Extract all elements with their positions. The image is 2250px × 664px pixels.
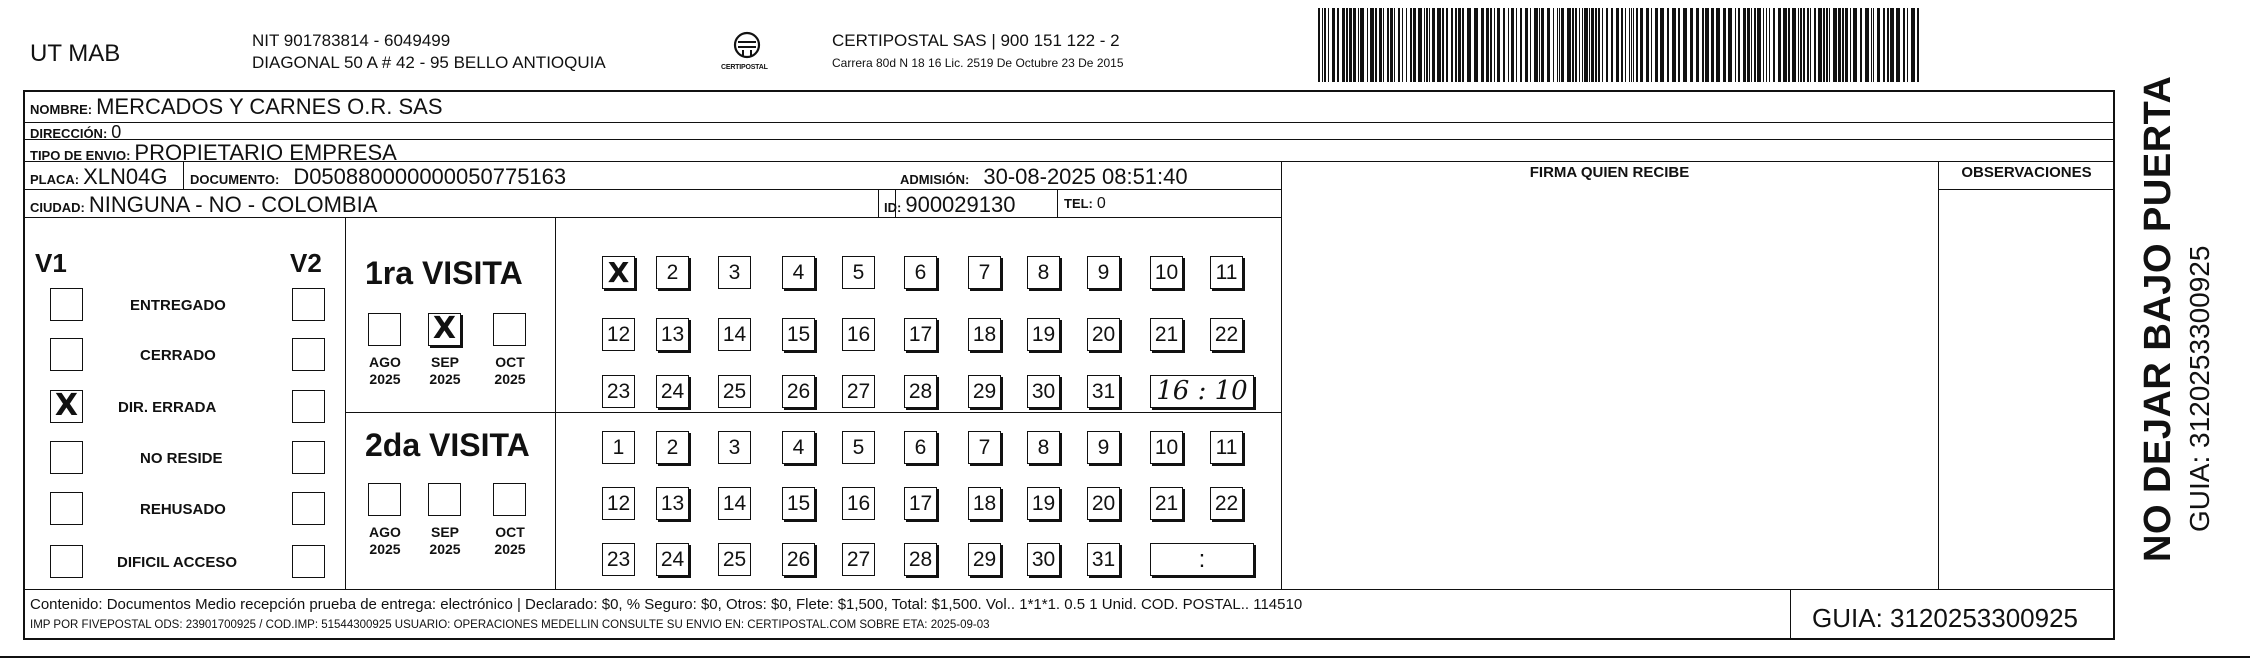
month-label <box>360 354 410 388</box>
day-box[interactable]: 22 <box>1210 318 1243 351</box>
placa-row <box>30 164 168 190</box>
month-name: AGO <box>369 524 401 540</box>
day-box[interactable]: 31 <box>1087 543 1120 576</box>
day-check-mark: X <box>607 256 630 289</box>
day-box[interactable]: 9 <box>1087 431 1120 464</box>
day-box[interactable]: 7 <box>968 256 1001 289</box>
certipostal-logo <box>721 30 768 80</box>
footer-content-line: Contenido: Documentos Medio recepción prueba de entrega: electrónico | Declarado: $0, % Seguro: $0, Otros: $0, Flete: $1,500, Total: $1,500. Vol.. 1*1*1. 0.5 1 Unid. COD. POSTAL.. 114510 <box>30 596 1303 613</box>
direccion-value: 0 <box>111 122 122 142</box>
day-box[interactable]: 21 <box>1150 318 1183 351</box>
month-year: 2025 <box>494 371 526 387</box>
day-box[interactable]: 5 <box>842 431 875 464</box>
day-box[interactable]: 14 <box>718 487 751 520</box>
footer-print-line: IMP POR FIVEPOSTAL ODS: 23901700925 / COD.IMP: 51544300925 USUARIO: OPERACIONES MEDELLIN CONSULTE SU ENVIO EN: CERTIPOSTAL.COM SOBRE ETA: 2025-09-03 <box>30 619 990 631</box>
month-year: 2025 <box>369 371 401 387</box>
month-check-mark: X <box>432 311 457 346</box>
rule <box>345 412 1281 413</box>
day-box[interactable]: 21 <box>1150 487 1183 520</box>
observaciones-header: OBSERVACIONES <box>1961 164 2092 181</box>
tel-label: TEL: <box>1064 196 1093 211</box>
license-line: Carrera 80d N 18 16 Lic. 2519 De Octubre 23 De 2015 <box>832 56 1124 70</box>
day-box[interactable]: 20 <box>1087 487 1120 520</box>
logo-wordmark: CERTIPOSTAL <box>721 64 768 71</box>
visit2-title: 2da VISITA <box>365 427 530 463</box>
day-box[interactable]: 11 <box>1210 256 1243 289</box>
rule <box>345 217 346 589</box>
month-name: OCT <box>495 354 525 370</box>
admision-row <box>900 164 1188 190</box>
tel-row <box>1064 195 1106 213</box>
day-box[interactable]: 7 <box>968 431 1001 464</box>
month-year: 2025 <box>494 541 526 557</box>
rule <box>23 122 2115 123</box>
day-box[interactable]: 12 <box>602 487 635 520</box>
ciudad-row <box>30 192 377 218</box>
rule <box>23 589 2115 590</box>
day-box[interactable]: 26 <box>782 375 815 408</box>
day-box[interactable]: 4 <box>782 431 815 464</box>
v2-header: V2 <box>290 248 322 278</box>
documento-row <box>190 164 566 190</box>
day-box[interactable]: 12 <box>602 318 635 351</box>
month-year: 2025 <box>429 541 461 557</box>
month-checkbox[interactable] <box>428 483 461 516</box>
day-box[interactable]: 26 <box>782 543 815 576</box>
v1-checkbox[interactable] <box>50 338 83 371</box>
day-box[interactable]: 28 <box>904 375 937 408</box>
status-label: DIFICIL ACCESO <box>117 554 238 571</box>
day-box[interactable]: 4 <box>782 256 815 289</box>
month-name: SEP <box>430 524 459 540</box>
tel-value: 0 <box>1096 195 1106 212</box>
day-box[interactable]: 15 <box>782 487 815 520</box>
status-label: REHUSADO <box>140 501 226 518</box>
rule <box>1938 161 1939 589</box>
day-box[interactable]: 8 <box>1027 431 1060 464</box>
day-box[interactable]: 9 <box>1087 256 1120 289</box>
day-box[interactable]: 15 <box>782 318 815 351</box>
v1-checkbox[interactable] <box>50 288 83 321</box>
v1-checkbox[interactable] <box>50 492 83 525</box>
documento-label: DOCUMENTO: <box>190 172 280 187</box>
rule <box>878 189 879 217</box>
side-warning: NO DEJAR BAJO PUERTA <box>2137 75 2179 562</box>
day-box[interactable]: 24 <box>656 543 689 576</box>
day-box[interactable]: 29 <box>968 543 1001 576</box>
day-box[interactable]: 23 <box>602 543 635 576</box>
day-box[interactable]: 8 <box>1027 256 1060 289</box>
day-box[interactable]: 20 <box>1087 318 1120 351</box>
day-box[interactable]: 25 <box>718 375 751 408</box>
tipo-value: PROPIETARIO EMPRESA <box>134 140 397 165</box>
day-box[interactable]: 24 <box>656 375 689 408</box>
rule <box>1938 189 2115 190</box>
side-guia: GUIA: 3120253300925 <box>2184 245 2215 532</box>
day-box[interactable]: 22 <box>1210 487 1243 520</box>
nombre-row <box>30 94 443 120</box>
day-box[interactable]: 18 <box>968 487 1001 520</box>
tipo-row <box>30 140 397 166</box>
v1-checkbox[interactable] <box>50 441 83 474</box>
ciudad-label: CIUDAD: <box>30 200 85 215</box>
status-label: CERRADO <box>140 347 216 364</box>
visit1-title: 1ra VISITA <box>365 255 523 291</box>
v1-check-mark: X <box>54 388 79 423</box>
month-name: AGO <box>369 354 401 370</box>
month-checkbox[interactable] <box>368 313 401 346</box>
v2-checkbox[interactable] <box>292 545 325 578</box>
month-label <box>420 354 470 388</box>
day-box[interactable]: 27 <box>842 543 875 576</box>
day-box[interactable]: 29 <box>968 375 1001 408</box>
v1-header: V1 <box>35 248 67 278</box>
v2-checkbox[interactable] <box>292 492 325 525</box>
day-box[interactable]: 19 <box>1027 318 1060 351</box>
id-label: ID: <box>884 200 902 215</box>
address-line: DIAGONAL 50 A # 42 - 95 BELLO ANTIOQUIA <box>252 53 606 72</box>
v2-checkbox[interactable] <box>292 338 325 371</box>
tipo-label: TIPO DE ENVIO: <box>30 148 131 163</box>
rule <box>555 217 556 589</box>
carrier-line: CERTIPOSTAL SAS | 900 151 122 - 2 <box>832 31 1120 50</box>
nombre-value: MERCADOS Y CARNES O.R. SAS <box>96 94 443 119</box>
day-box[interactable]: 6 <box>904 256 937 289</box>
month-name: OCT <box>495 524 525 540</box>
documento-value: D050880000000050775163 <box>293 164 567 189</box>
day-box[interactable]: 3 <box>718 431 751 464</box>
day-box[interactable]: 18 <box>968 318 1001 351</box>
admision-label: ADMISIÓN: <box>900 172 970 187</box>
month-label <box>485 354 535 388</box>
nit-line: NIT 901783814 - 6049499 <box>252 31 451 50</box>
day-box[interactable]: 13 <box>656 318 689 351</box>
ciudad-value: NINGUNA - NO - COLOMBIA <box>88 192 378 217</box>
day-box[interactable]: 10 <box>1150 431 1183 464</box>
month-checkbox[interactable] <box>493 313 526 346</box>
placa-label: PLACA: <box>30 172 80 187</box>
day-box[interactable]: 6 <box>904 431 937 464</box>
id-value: 900029130 <box>905 192 1016 217</box>
day-box[interactable]: 16 <box>842 487 875 520</box>
status-label: NO RESIDE <box>140 450 223 467</box>
day-box[interactable]: 2 <box>656 431 689 464</box>
admision-value: 30-08-2025 08:51:40 <box>983 164 1188 189</box>
day-box[interactable]: 13 <box>656 487 689 520</box>
month-label <box>360 524 410 558</box>
day-box[interactable]: 27 <box>842 375 875 408</box>
rule <box>1281 161 1282 589</box>
day-box[interactable]: 10 <box>1150 256 1183 289</box>
placa-value: XLN04G <box>83 164 168 189</box>
day-box[interactable]: 25 <box>718 543 751 576</box>
v2-checkbox[interactable] <box>292 390 325 423</box>
day-box[interactable]: 31 <box>1087 375 1120 408</box>
day-box[interactable]: 17 <box>904 318 937 351</box>
rule <box>1057 189 1058 217</box>
bottom-rule <box>0 656 2250 658</box>
day-box[interactable]: 23 <box>602 375 635 408</box>
day-box[interactable]: 28 <box>904 543 937 576</box>
month-label <box>485 524 535 558</box>
visit2-time-field[interactable]: : <box>1150 543 1254 576</box>
day-box[interactable]: 19 <box>1027 487 1060 520</box>
footer-guia: GUIA: 3120253300925 <box>1812 603 2078 633</box>
month-year: 2025 <box>369 541 401 557</box>
day-box[interactable]: 17 <box>904 487 937 520</box>
day-box[interactable]: 2 <box>656 256 689 289</box>
day-box[interactable]: 30 <box>1027 375 1060 408</box>
day-box[interactable]: 3 <box>718 256 751 289</box>
visit1-time-field[interactable]: 16 : 10 <box>1150 375 1254 408</box>
direccion-label: DIRECCIÓN: <box>30 126 108 141</box>
month-label <box>420 524 470 558</box>
v2-checkbox[interactable] <box>292 441 325 474</box>
v2-checkbox[interactable] <box>292 288 325 321</box>
day-box[interactable] <box>602 256 635 289</box>
id-row <box>884 192 1015 218</box>
status-label: ENTREGADO <box>130 297 226 314</box>
day-box[interactable]: 1 <box>602 431 635 464</box>
day-box[interactable]: 30 <box>1027 543 1060 576</box>
barcode <box>1318 8 1923 82</box>
month-name: SEP <box>430 354 459 370</box>
day-box[interactable]: 5 <box>842 256 875 289</box>
v1-checkbox[interactable] <box>50 545 83 578</box>
day-box[interactable]: 16 <box>842 318 875 351</box>
month-checkbox[interactable] <box>493 483 526 516</box>
status-label: DIR. ERRADA <box>118 399 217 416</box>
month-checkbox[interactable] <box>368 483 401 516</box>
company-name: UT MAB <box>30 40 121 67</box>
day-box[interactable]: 11 <box>1210 431 1243 464</box>
nombre-label: NOMBRE: <box>30 102 93 117</box>
firma-header: FIRMA QUIEN RECIBE <box>1529 164 1690 181</box>
day-box[interactable]: 14 <box>718 318 751 351</box>
rule <box>1790 589 1791 640</box>
month-year: 2025 <box>429 371 461 387</box>
